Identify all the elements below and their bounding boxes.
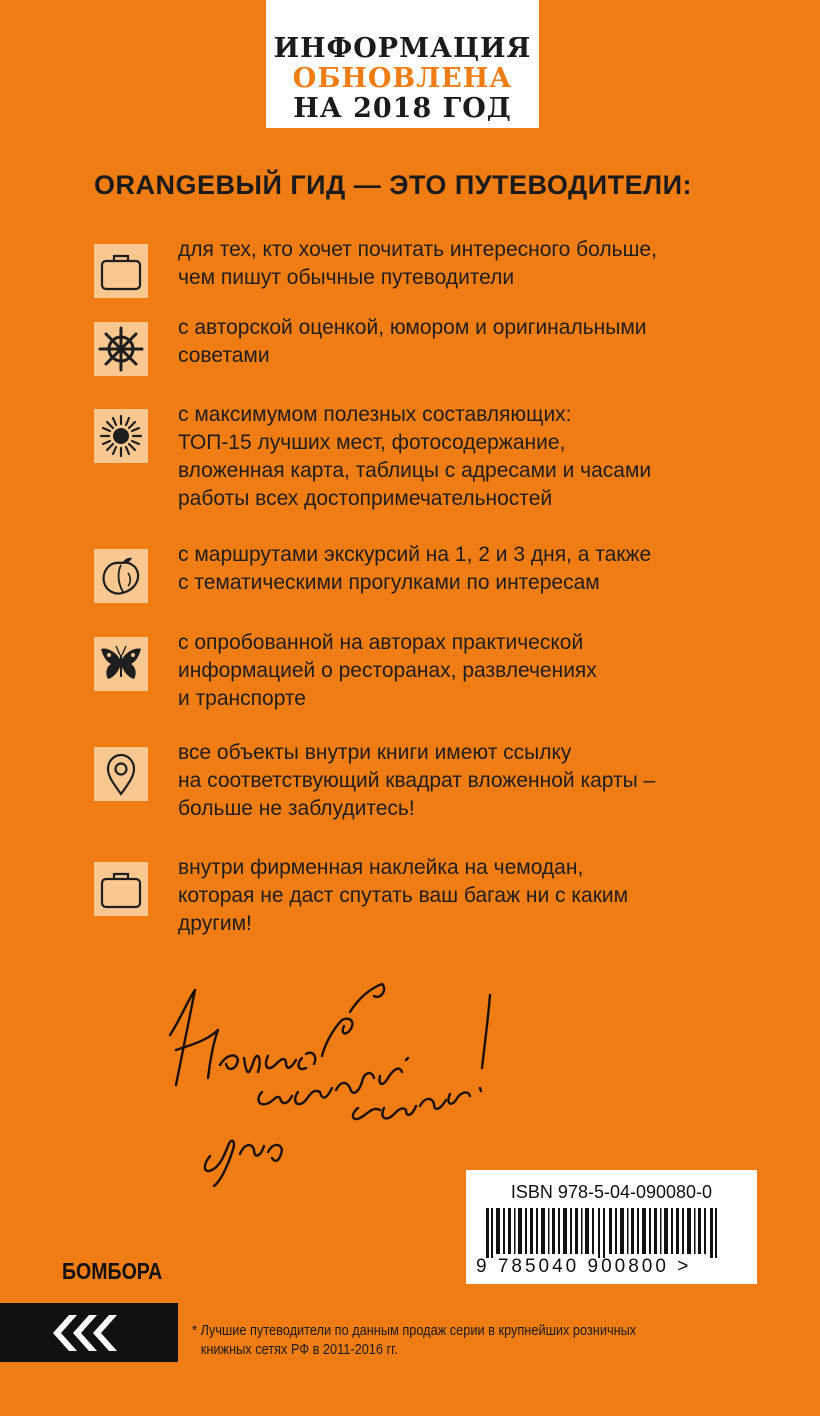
feature-line: с тематическими прогулками по интересам: [178, 571, 600, 594]
publisher-logo: БОМБОРА: [62, 1258, 163, 1284]
barcode-digits: 9 785040 900800 >: [476, 1256, 692, 1277]
feature-line: с опробованной на авторах практической: [178, 631, 584, 654]
feature-line: на соответствующий квадрат вложенной карты –: [178, 769, 656, 792]
badge-line-3: НА 2018 ГОД: [293, 93, 512, 124]
feature-line: чем пишут обычные путеводители: [178, 266, 515, 289]
badge-line-1: ИНФОРМАЦИЯ: [273, 33, 532, 64]
footnote-line: * Лучшие путеводители по данным продаж серии в крупнейших розничных: [192, 1323, 637, 1339]
isbn-label: ISBN 978-5-04-090080-0: [510, 1182, 713, 1202]
peach-icon: [94, 549, 148, 603]
handwritten-slogan: [150, 960, 510, 1190]
feature-line: с максимумом полезных составляющих:: [178, 403, 572, 426]
section-heading: ORANGEВЫЙ ГИД — ЭТО ПУТЕВОДИТЕЛИ:: [94, 170, 692, 200]
feature-line: работы всех достопримечательностей: [178, 487, 553, 510]
ship-wheel-icon: [94, 322, 148, 376]
feature-line: больше не заблудитесь!: [178, 797, 415, 820]
isbn-block: [466, 1170, 757, 1284]
feature-line: и транспорте: [178, 687, 306, 710]
footnote: [192, 1322, 685, 1360]
barcode-image: [486, 1208, 736, 1258]
series-mark: [0, 1303, 178, 1362]
update-badge: [266, 0, 539, 128]
feature-line: которая не даст спутать ваш багаж ни с каким: [178, 884, 629, 907]
feature-line: советами: [178, 344, 270, 367]
feature-line: другим!: [178, 912, 252, 935]
feature-line: ТОП-15 лучших мест, фотосодержание,: [178, 431, 566, 454]
map-pin-icon: [94, 747, 148, 801]
feature-line: все объекты внутри книги имеют ссылку: [178, 741, 572, 764]
triple-chevron-icon: [47, 1313, 131, 1353]
feature-line: с авторской оценкой, юмором и оригинальными: [178, 316, 647, 339]
suitcase-icon: [94, 862, 148, 916]
badge-line-2: ОБНОВЛЕНА: [292, 63, 513, 94]
feature-line: для тех, кто хочет почитать интересного больше,: [178, 238, 657, 261]
suitcase-icon: [94, 244, 148, 298]
feature-line: информацией о ресторанах, развлечениях: [178, 659, 597, 682]
feature-line: внутри фирменная наклейка на чемодан,: [178, 856, 584, 879]
feature-line: с маршрутами экскурсий на 1, 2 и 3 дня, а также: [178, 543, 652, 566]
sun-icon: [94, 409, 148, 463]
feature-line: вложенная карта, таблицы с адресами и часами: [178, 459, 652, 482]
butterfly-icon: [94, 637, 148, 691]
footnote-line: книжных сетях РФ в 2011-2016 гг.: [200, 1342, 398, 1358]
